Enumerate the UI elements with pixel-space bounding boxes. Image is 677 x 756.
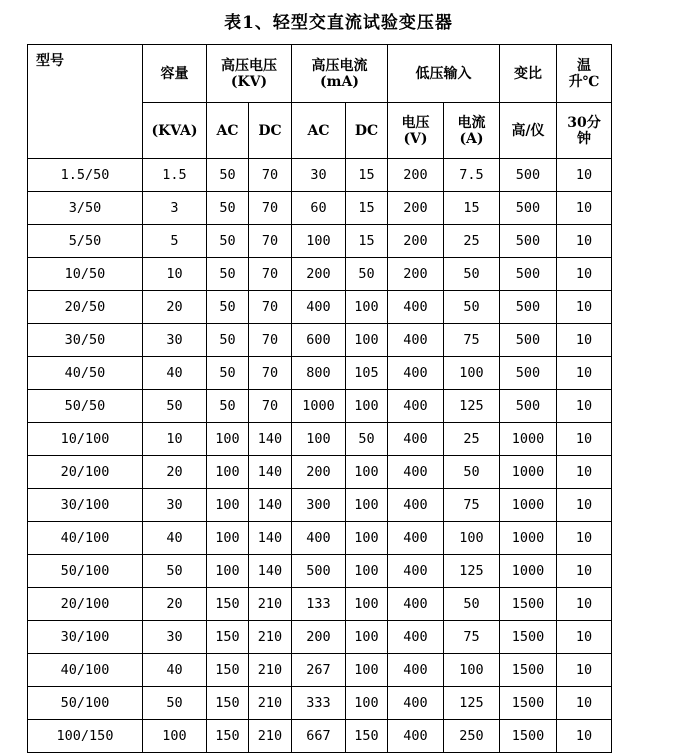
table-cell: 10	[557, 159, 612, 192]
table-cell: 100	[207, 522, 249, 555]
header-lv-current: 电流 (A)	[444, 103, 500, 159]
header-hv-voltage-ac: AC	[207, 103, 249, 159]
table-cell: 400	[388, 555, 444, 588]
table-cell: 140	[249, 555, 292, 588]
table-cell: 140	[249, 489, 292, 522]
table-row	[28, 390, 612, 423]
table-cell: 70	[249, 225, 292, 258]
table-cell: 25	[444, 225, 500, 258]
table-cell: 140	[249, 522, 292, 555]
table-cell: 30	[143, 621, 207, 654]
table-cell: 500	[292, 555, 346, 588]
table-row	[28, 192, 612, 225]
table-cell: 40	[143, 522, 207, 555]
table-cell: 20/100	[28, 588, 143, 621]
table-cell: 3	[143, 192, 207, 225]
header-hv-current-dc: DC	[346, 103, 388, 159]
table-cell: 30/50	[28, 324, 143, 357]
table-cell: 500	[500, 159, 557, 192]
table-cell: 50	[444, 456, 500, 489]
table-cell: 400	[292, 522, 346, 555]
table-cell: 1500	[500, 687, 557, 720]
table-cell: 10	[557, 390, 612, 423]
table-cell: 50/50	[28, 390, 143, 423]
table-cell: 1000	[500, 456, 557, 489]
table-cell: 800	[292, 357, 346, 390]
table-cell: 75	[444, 621, 500, 654]
table-cell: 100	[346, 654, 388, 687]
table-row	[28, 522, 612, 555]
table-row	[28, 456, 612, 489]
table-cell: 1000	[500, 423, 557, 456]
table-cell: 50	[346, 423, 388, 456]
table-cell: 70	[249, 291, 292, 324]
table-cell: 1000	[292, 390, 346, 423]
table-cell: 210	[249, 654, 292, 687]
table-cell: 600	[292, 324, 346, 357]
header-row-1	[28, 45, 612, 103]
header-temp-rise: 温 升℃	[557, 45, 612, 103]
header-ratio-unit: 高/仪	[500, 103, 557, 159]
table-row	[28, 423, 612, 456]
table-cell: 3/50	[28, 192, 143, 225]
table-cell: 70	[249, 324, 292, 357]
table-cell: 400	[388, 423, 444, 456]
table-cell: 30	[143, 489, 207, 522]
table-cell: 400	[388, 687, 444, 720]
table-cell: 1500	[500, 621, 557, 654]
table-cell: 10	[557, 456, 612, 489]
table-cell: 70	[249, 159, 292, 192]
header-ratio: 变比	[500, 45, 557, 103]
table-cell: 100	[143, 720, 207, 753]
table-cell: 30	[292, 159, 346, 192]
table-cell: 210	[249, 687, 292, 720]
table-cell: 400	[388, 357, 444, 390]
table-cell: 10	[557, 555, 612, 588]
table-cell: 400	[388, 390, 444, 423]
table-cell: 100	[346, 555, 388, 588]
table-cell: 100	[346, 390, 388, 423]
table-cell: 210	[249, 588, 292, 621]
table-cell: 10	[557, 720, 612, 753]
table-cell: 75	[444, 324, 500, 357]
table-row	[28, 291, 612, 324]
table-cell: 50	[207, 159, 249, 192]
table-cell: 10	[557, 654, 612, 687]
table-cell: 1.5	[143, 159, 207, 192]
table-row	[28, 720, 612, 753]
table-cell: 400	[388, 654, 444, 687]
table-cell: 100	[444, 357, 500, 390]
table-cell: 125	[444, 555, 500, 588]
table-cell: 20	[143, 588, 207, 621]
table-cell: 150	[207, 621, 249, 654]
table-row	[28, 654, 612, 687]
table-row	[28, 225, 612, 258]
table-cell: 500	[500, 390, 557, 423]
table-cell: 100	[346, 489, 388, 522]
header-lv-input: 低压输入	[388, 45, 500, 103]
table-cell: 10	[557, 489, 612, 522]
table-cell: 150	[207, 687, 249, 720]
table-row	[28, 324, 612, 357]
header-hv-current: 高压电流 (mA)	[292, 45, 388, 103]
table-cell: 10	[143, 423, 207, 456]
table-cell: 70	[249, 192, 292, 225]
table-cell: 400	[388, 720, 444, 753]
table-row	[28, 555, 612, 588]
table-cell: 40/100	[28, 654, 143, 687]
table-cell: 500	[500, 225, 557, 258]
table-cell: 15	[346, 225, 388, 258]
table-cell: 50	[143, 390, 207, 423]
table-cell: 100	[346, 588, 388, 621]
table-cell: 10	[557, 588, 612, 621]
table-row	[28, 489, 612, 522]
table-cell: 210	[249, 621, 292, 654]
table-cell: 50	[444, 588, 500, 621]
table-cell: 105	[346, 357, 388, 390]
table-cell: 70	[249, 357, 292, 390]
table-cell: 400	[388, 456, 444, 489]
table-cell: 50/100	[28, 687, 143, 720]
table-cell: 150	[207, 588, 249, 621]
header-model: 型号	[28, 45, 143, 159]
table-cell: 50	[207, 258, 249, 291]
table-cell: 50	[207, 390, 249, 423]
table-cell: 50	[444, 258, 500, 291]
table-cell: 1000	[500, 555, 557, 588]
table-cell: 100	[207, 489, 249, 522]
table-cell: 50	[207, 291, 249, 324]
table-cell: 50	[346, 258, 388, 291]
table-cell: 10	[557, 258, 612, 291]
table-cell: 400	[388, 324, 444, 357]
header-lv-voltage: 电压 (V)	[388, 103, 444, 159]
table-cell: 50	[143, 555, 207, 588]
table-cell: 15	[346, 159, 388, 192]
table-cell: 200	[388, 159, 444, 192]
table-cell: 10/50	[28, 258, 143, 291]
table-cell: 150	[207, 720, 249, 753]
table-row	[28, 258, 612, 291]
table-row	[28, 159, 612, 192]
table-cell: 40	[143, 357, 207, 390]
table-cell: 70	[249, 390, 292, 423]
table-cell: 10	[557, 192, 612, 225]
table-cell: 100	[346, 522, 388, 555]
table-cell: 200	[292, 621, 346, 654]
table-cell: 50	[207, 324, 249, 357]
table-cell: 50	[143, 687, 207, 720]
table-row	[28, 687, 612, 720]
table-cell: 125	[444, 687, 500, 720]
table-cell: 100	[292, 423, 346, 456]
table-cell: 250	[444, 720, 500, 753]
table-cell: 500	[500, 324, 557, 357]
table-cell: 1500	[500, 720, 557, 753]
table-cell: 400	[388, 291, 444, 324]
table-cell: 100	[292, 225, 346, 258]
table-cell: 1500	[500, 654, 557, 687]
header-capacity: 容量	[143, 45, 207, 103]
table-cell: 40/100	[28, 522, 143, 555]
table-cell: 50/100	[28, 555, 143, 588]
table-cell: 125	[444, 390, 500, 423]
table-cell: 100/150	[28, 720, 143, 753]
table-cell: 10/100	[28, 423, 143, 456]
table-cell: 267	[292, 654, 346, 687]
table-cell: 140	[249, 456, 292, 489]
table-cell: 10	[557, 357, 612, 390]
table-cell: 100	[346, 621, 388, 654]
table-cell: 75	[444, 489, 500, 522]
table-row	[28, 621, 612, 654]
table-cell: 100	[444, 654, 500, 687]
table-cell: 10	[557, 621, 612, 654]
table-cell: 20/100	[28, 456, 143, 489]
table-cell: 133	[292, 588, 346, 621]
table-cell: 10	[557, 225, 612, 258]
table-cell: 10	[557, 324, 612, 357]
table-cell: 50	[207, 192, 249, 225]
table-cell: 30/100	[28, 621, 143, 654]
table-cell: 15	[444, 192, 500, 225]
table-cell: 100	[444, 522, 500, 555]
table-cell: 200	[388, 225, 444, 258]
table-cell: 400	[388, 489, 444, 522]
table-cell: 400	[388, 522, 444, 555]
table-cell: 100	[207, 423, 249, 456]
table-cell: 200	[388, 192, 444, 225]
table-title: 表1、轻型交直流试验变压器	[224, 13, 453, 33]
table-cell: 210	[249, 720, 292, 753]
table-cell: 50	[207, 357, 249, 390]
table-cell: 10	[557, 687, 612, 720]
header-capacity-unit: (KVA)	[143, 103, 207, 159]
table-cell: 500	[500, 258, 557, 291]
table-cell: 300	[292, 489, 346, 522]
table-cell: 150	[207, 654, 249, 687]
table-cell: 40	[143, 654, 207, 687]
table-cell: 667	[292, 720, 346, 753]
table-cell: 10	[557, 291, 612, 324]
table-cell: 500	[500, 192, 557, 225]
table-cell: 15	[346, 192, 388, 225]
transformer-spec-table	[27, 44, 612, 753]
header-hv-current-ac: AC	[292, 103, 346, 159]
table-cell: 30/100	[28, 489, 143, 522]
table-cell: 100	[207, 555, 249, 588]
table-cell: 20	[143, 291, 207, 324]
table-cell: 200	[292, 456, 346, 489]
table-cell: 100	[346, 456, 388, 489]
table-cell: 30	[143, 324, 207, 357]
table-cell: 1500	[500, 588, 557, 621]
table-cell: 400	[292, 291, 346, 324]
table-cell: 500	[500, 291, 557, 324]
table-cell: 60	[292, 192, 346, 225]
table-cell: 400	[388, 621, 444, 654]
table-cell: 1000	[500, 489, 557, 522]
table-cell: 400	[388, 588, 444, 621]
table-cell: 200	[388, 258, 444, 291]
table-cell: 25	[444, 423, 500, 456]
table-cell: 100	[346, 291, 388, 324]
table-cell: 10	[143, 258, 207, 291]
table-cell: 100	[207, 456, 249, 489]
table-cell: 20	[143, 456, 207, 489]
header-temp-unit: 30分 钟	[557, 103, 612, 159]
table-cell: 7.5	[444, 159, 500, 192]
table-cell: 200	[292, 258, 346, 291]
table-row	[28, 588, 612, 621]
table-cell: 20/50	[28, 291, 143, 324]
table-cell: 50	[444, 291, 500, 324]
table-cell: 1.5/50	[28, 159, 143, 192]
table-cell: 150	[346, 720, 388, 753]
table-cell: 333	[292, 687, 346, 720]
table-cell: 5/50	[28, 225, 143, 258]
table-cell: 140	[249, 423, 292, 456]
header-hv-voltage-dc: DC	[249, 103, 292, 159]
table-cell: 10	[557, 423, 612, 456]
table-cell: 100	[346, 687, 388, 720]
table-cell: 1000	[500, 522, 557, 555]
table-cell: 500	[500, 357, 557, 390]
table-cell: 40/50	[28, 357, 143, 390]
header-hv-voltage: 高压电压 (KV)	[207, 45, 292, 103]
table-cell: 50	[207, 225, 249, 258]
table-cell: 70	[249, 258, 292, 291]
table-row	[28, 357, 612, 390]
table-cell: 10	[557, 522, 612, 555]
table-cell: 5	[143, 225, 207, 258]
table-cell: 100	[346, 324, 388, 357]
